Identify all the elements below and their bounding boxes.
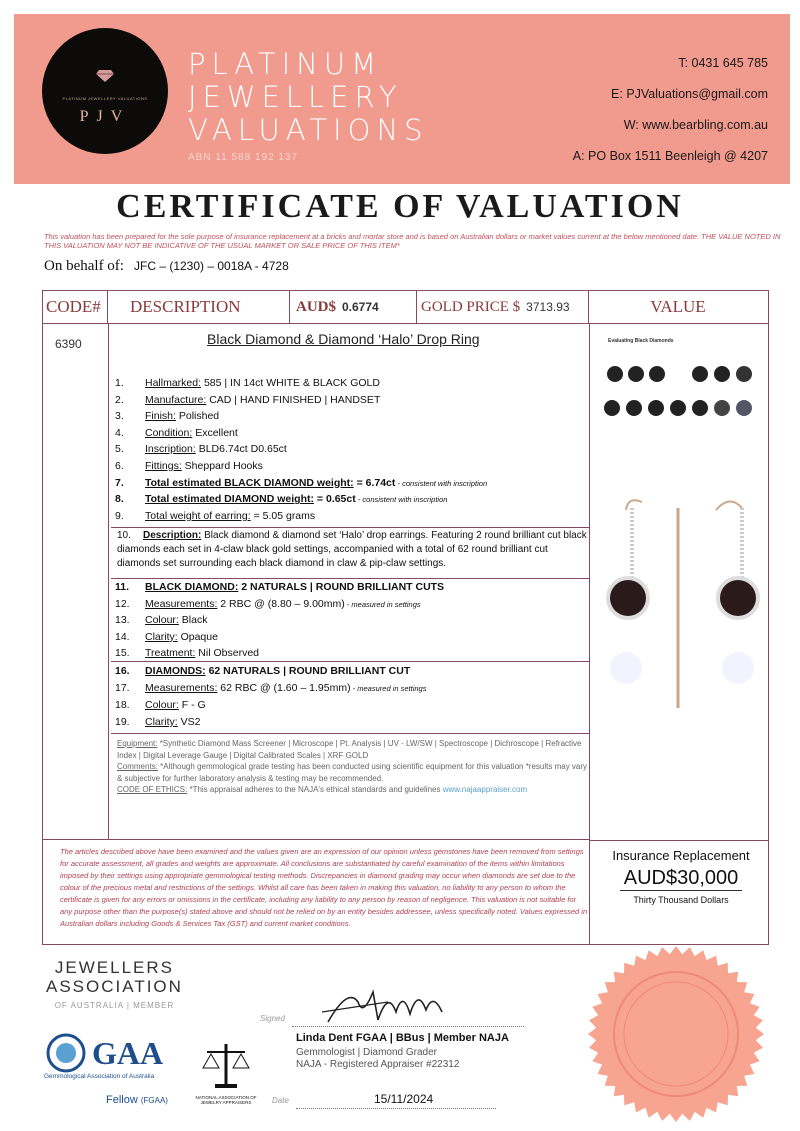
item-label: Inscription: xyxy=(145,443,196,456)
equipment-text: *Synthetic Diamond Mass Screener | Microscope | Pt. Analysis | UV - LW/SW | Spectroscope | Dichroscope | Refractive Index | Digital Leverage Gauge | Digital Calibrated Scales | XRF GOLD xyxy=(117,739,582,760)
item-number: 17. xyxy=(115,682,130,694)
desc-number: 10. xyxy=(117,530,131,541)
item-label: Total estimated BLACK DIAMOND weight: xyxy=(145,476,354,489)
signer-role: Gemmologist | Diamond Grader xyxy=(296,1047,437,1058)
naja-logo xyxy=(186,1042,266,1105)
item-value: 2 NATURALS | ROUND BRILLIANT CUTS xyxy=(238,581,445,593)
item-text xyxy=(145,682,426,694)
header-aud xyxy=(290,291,417,323)
aud-value: 0.6774 xyxy=(342,300,379,314)
naja-text: NATIONAL ASSOCIATION OF JEWELRY APPRAISERS xyxy=(195,1095,257,1105)
jaa-sub: OF AUSTRALIA | MEMBER xyxy=(54,1001,175,1010)
item-number: 14. xyxy=(115,630,130,643)
item-text xyxy=(145,631,218,643)
header-value: VALUE xyxy=(650,297,706,316)
gaa-text: GAA xyxy=(92,1035,164,1071)
header-code: CODE# xyxy=(43,291,108,323)
signed-label: Signed xyxy=(260,1014,285,1023)
date-value: 15/11/2024 xyxy=(374,1092,434,1106)
item-text xyxy=(145,647,259,659)
item-label: Clarity: xyxy=(145,630,178,643)
item-value: CAD | HAND FINISHED | HANDSET xyxy=(206,393,381,406)
brand-name xyxy=(188,48,429,147)
item-number: 18. xyxy=(115,699,130,711)
item-label: BLACK DIAMOND: xyxy=(145,581,239,593)
item-number: 8. xyxy=(115,493,124,506)
insurance-words: Thirty Thousand Dollars xyxy=(633,895,729,905)
aud-label: AUD$ xyxy=(296,299,336,315)
logo-tiny-text: PLATINUM JEWELLERY VALUATIONS xyxy=(62,96,148,101)
row-divider xyxy=(43,839,589,840)
gaa-sub: Gemmological Association of Australia xyxy=(44,1073,155,1080)
item-note: - consistent with inscription xyxy=(395,478,488,488)
contact-phone: T: 0431 645 785 xyxy=(678,56,768,70)
naja-link[interactable]: www.najaappraiser.com xyxy=(442,785,528,794)
jaa-logo xyxy=(46,958,183,1015)
on-behalf-of xyxy=(44,258,289,275)
item-number: 9. xyxy=(115,509,124,522)
item-label: Condition: xyxy=(145,426,193,439)
item-value: 62 NATURALS | ROUND BRILLIANT CUT xyxy=(205,665,411,677)
item-label: Hallmarked: xyxy=(145,377,202,389)
item-number: 16. xyxy=(115,665,130,677)
item-number: 12. xyxy=(115,597,130,610)
item-text xyxy=(145,614,207,626)
item-value: = 0.65ct xyxy=(313,493,356,506)
brand-line-3: VALUATIONS xyxy=(188,113,429,147)
item-note: - consistent with inscription xyxy=(355,495,448,505)
item-value: F - G xyxy=(178,699,206,711)
header-band xyxy=(14,14,790,184)
behalf-value: JFC – (1230) – 0018A - 4728 xyxy=(133,259,289,273)
valuation-disclaimer: This valuation has been prepared for the sole purpose of insurance replacement at a bricks and mortar store and is based on Australian dollars or market values current at the below mentioned date. THE VALUE NOTED IN THIS VALUATION MAY NOT BE INDICATIVE OF THE USUAL MARKET OR SALE PRICE OF THIS ITEM* xyxy=(44,232,781,250)
item-text xyxy=(145,427,238,439)
insurance-value: AUD$30,000 xyxy=(620,867,743,891)
desc-label: Description: xyxy=(143,530,202,541)
item-number: 19. xyxy=(115,716,130,728)
item-text xyxy=(145,460,263,472)
fellow-sub: (FGAA) xyxy=(140,1096,168,1105)
jaa-line-2: ASSOCIATION xyxy=(46,977,183,996)
brand-line-2: JEWELLERY xyxy=(188,80,403,114)
item-value: Opaque xyxy=(177,630,218,643)
item-number: 11. xyxy=(115,581,130,593)
signature xyxy=(318,982,458,1026)
item-text xyxy=(145,510,315,522)
item-label: Finish: xyxy=(145,410,176,423)
item-label: Total estimated DIAMOND weight: xyxy=(145,493,314,506)
item-label: Total weight of earring: xyxy=(145,509,251,522)
contact-address: A: PO Box 1511 Beenleigh @ 4207 xyxy=(572,149,768,163)
item-label: Fittings: xyxy=(145,460,182,472)
item-number: 6. xyxy=(115,460,124,472)
diamond-icon xyxy=(96,70,114,82)
item-label: Manufacture: xyxy=(145,393,207,406)
signer-name: Linda Dent FGAA | BBus | Member NAJA xyxy=(296,1032,509,1044)
item-note: - measured in settings xyxy=(344,599,421,609)
item-title: Black Diamond & Diamond ‘Halo’ Drop Ring xyxy=(207,331,480,347)
ethics-text: *This appraisal adheres to the NAJA's ethical standards and guidelines xyxy=(187,785,443,794)
item-value: = 5.05 grams xyxy=(250,509,316,522)
item-text xyxy=(145,665,410,677)
chart-title: Evaluating Black Diamonds xyxy=(608,338,674,344)
item-value: Sheppard Hooks xyxy=(181,460,263,472)
brand-line-1: PLATINUM xyxy=(188,47,383,81)
scales-icon xyxy=(201,1042,251,1090)
fellow-text xyxy=(106,1094,168,1106)
gold-value: 3713.93 xyxy=(526,300,570,314)
item-text xyxy=(145,477,487,489)
item-value: Nil Observed xyxy=(195,647,259,660)
item-value: Polished xyxy=(175,410,220,423)
item-value: 2 RBC @ (8.80 – 9.00mm) xyxy=(217,597,345,610)
item-value: BLD6.74ct D0.65ct xyxy=(195,443,287,456)
signer-details xyxy=(296,1047,459,1071)
item-text xyxy=(145,443,287,455)
jaa-line-1: JEWELLERS xyxy=(54,958,175,977)
header-description: DESCRIPTION xyxy=(108,291,290,323)
item-text xyxy=(145,394,380,406)
item-label: Colour: xyxy=(145,614,179,627)
header-gold-price xyxy=(417,291,589,323)
item-value: Black xyxy=(178,614,208,627)
item-value: VS2 xyxy=(177,716,201,728)
item-number: 5. xyxy=(115,443,124,456)
insurance-label: Insurance Replacement xyxy=(612,848,750,863)
contact-email: E: PJValuations@gmail.com xyxy=(611,87,768,101)
behalf-label: On behalf of: xyxy=(44,258,124,274)
column-divider xyxy=(589,323,590,944)
pjv-logo xyxy=(42,28,168,154)
table-header xyxy=(43,291,768,324)
item-number: 7. xyxy=(115,476,124,489)
gold-label: GOLD PRICE $ xyxy=(421,299,521,315)
item-label: Measurements: xyxy=(145,682,218,694)
insurance-divider xyxy=(589,840,769,841)
earring-images xyxy=(598,328,768,838)
earring-photo xyxy=(598,488,768,828)
column-divider xyxy=(108,323,109,840)
comments-label: Comments: xyxy=(117,762,158,771)
item-text xyxy=(145,598,421,610)
terms-text: The articles described above have been examined and the values given are an expression of our opinion unless gemstones have been removed from settings for accurate assessment, all grades and weights are approximate. All conclusions are substantiated by careful examination of the items within limitations imposed by their settings using appropriate gemmological testing methods. Discrepancies in diamond grading may occur when diamonds are set due to the colour of the precious metal and restrictions of the settings. Whilst all care has been taken in making this valuation, no liability to any person to whom the certificate is given for any errors or omissions in the certificate, including any liability to any person by reason of negligence. This valuation is not suitable for any purpose other than the purpose(s) stated above and should not be relied on by an entity besides addressee, unless specifically noted. Values expressed in Australian dollars including Goods & Services Tax (GST) and current market conditions. xyxy=(60,847,588,928)
item-label: Treatment: xyxy=(145,647,196,660)
ethics-label: CODE OF ETHICS: xyxy=(117,785,188,794)
logo-pjv-text: PJV xyxy=(79,108,131,125)
item-value: = 6.74ct xyxy=(353,476,396,489)
item-text xyxy=(145,410,219,422)
item-text xyxy=(145,716,200,728)
item-value: 585 | IN 14ct WHITE & BLACK GOLD xyxy=(201,377,380,389)
certificate-title: CERTIFICATE OF VALUATION xyxy=(116,188,684,225)
item-description xyxy=(117,529,587,571)
item-number: 3. xyxy=(115,410,124,423)
equipment-notes xyxy=(117,738,589,796)
date-line xyxy=(296,1108,496,1109)
item-text xyxy=(145,581,444,593)
item-label: Measurements: xyxy=(145,597,218,610)
item-label: DIAMONDS: xyxy=(145,665,206,677)
item-number: 1. xyxy=(115,377,124,389)
item-number: 13. xyxy=(115,614,130,627)
item-label: Clarity: xyxy=(145,716,178,728)
comments-text: *Although gemmological grade testing has been conducted using scientific equipment for this valuation *results may vary & subjective for further laboratory analysis & testing may be recommended. xyxy=(117,762,588,783)
seal-stamp xyxy=(587,945,765,1123)
item-label: Colour: xyxy=(145,699,179,711)
item-number: 2. xyxy=(115,393,124,406)
item-text xyxy=(145,493,447,505)
item-text xyxy=(145,377,380,389)
item-code: 6390 xyxy=(55,337,82,351)
item-value: 62 RBC @ (1.60 – 1.95mm) xyxy=(217,682,351,694)
item-value: Excellent xyxy=(192,426,238,439)
item-number: 15. xyxy=(115,647,130,660)
item-text xyxy=(145,699,206,711)
gaa-emblem-icon xyxy=(44,1033,88,1073)
signer-reg: NAJA - Registered Appraiser #22312 xyxy=(296,1059,460,1070)
fellow-label: Fellow xyxy=(106,1094,138,1106)
abn-text: ABN 11 588 192 137 xyxy=(188,152,299,163)
item-note: - measured in settings xyxy=(350,684,427,693)
equipment-label: Equipment: xyxy=(117,739,158,748)
contact-web: W: www.bearbling.com.au xyxy=(623,118,768,132)
signature-line xyxy=(292,1026,524,1027)
item-number: 4. xyxy=(115,426,124,439)
desc-text: Black diamond & diamond set ‘Halo’ drop earrings. Featuring 2 round brilliant cut black diamonds each set in 4-claw black gold settings, accompanied with a total of 62 round brilliant cut diamonds set surrounding each black diamond in claw & pip-claw settings. xyxy=(117,530,587,569)
black-diamond-chart xyxy=(598,348,768,448)
insurance-box xyxy=(596,848,766,905)
date-label: Date xyxy=(272,1096,289,1105)
